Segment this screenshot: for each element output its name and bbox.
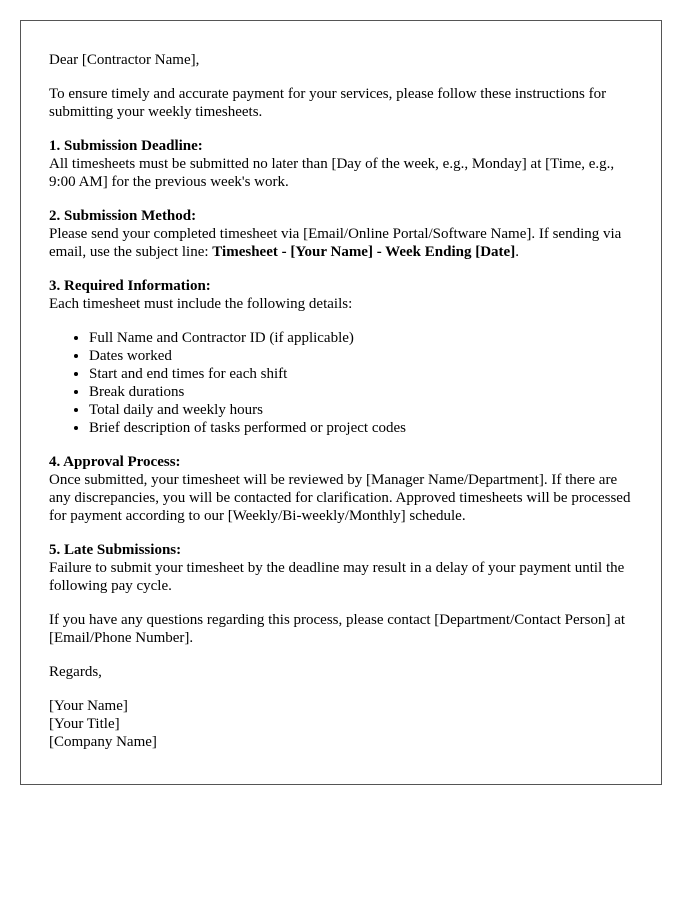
list-item: • Dates worked (89, 347, 633, 365)
greeting: Dear [Contractor Name], (49, 52, 200, 68)
section-approval-process (49, 453, 633, 525)
section-heading: 4. Approval Process: (49, 454, 181, 470)
signature-company: [Company Name] (49, 734, 157, 750)
list-item: • Full Name and Contractor ID (if applicable) (89, 329, 633, 347)
section-heading: 5. Late Submissions: (49, 542, 182, 558)
list-item: • Total daily and weekly hours (89, 401, 633, 419)
section-text: All timesheets must be submitted no later than [Day of the week, e.g., Monday] at [Time, e.g., 9:00 AM] for the previous week's work. (49, 156, 615, 190)
section-text: Each timesheet must include the following details: (49, 296, 353, 312)
required-details-list (49, 329, 633, 437)
section-text-end: . (515, 244, 519, 260)
section-submission-method (49, 207, 633, 261)
section-heading: 1. Submission Deadline: (49, 138, 203, 154)
list-item: • Break durations (89, 383, 633, 401)
section-heading: 3. Required Information: (49, 278, 211, 294)
intro-paragraph: To ensure timely and accurate payment for your services, please follow these instructions for submitting your weekly timesheets. (49, 86, 607, 120)
section-text: Please send your completed timesheet via [Email/Online Portal/Software Name]. If sending via email, use the subject line: (49, 226, 622, 260)
letter-frame (20, 20, 662, 785)
email-subject-line: Timesheet - [Your Name] - Week Ending [Date] (212, 244, 516, 260)
section-late-submissions (49, 541, 633, 595)
section-submission-deadline (49, 137, 633, 191)
list-item: • Start and end times for each shift (89, 365, 633, 383)
signature-name: [Your Name] (49, 698, 128, 714)
section-heading: 2. Submission Method: (49, 208, 197, 224)
list-item: • Brief description of tasks performed or project codes (89, 419, 633, 437)
questions-paragraph: If you have any questions regarding this process, please contact [Department/Contact Person] at [Email/Phone Number]. (49, 612, 626, 646)
signature-block (49, 697, 633, 751)
section-required-information (49, 277, 633, 437)
section-text: Failure to submit your timesheet by the deadline may result in a delay of your payment until the following pay cycle. (49, 560, 625, 594)
section-text: Once submitted, your timesheet will be reviewed by [Manager Name/Department]. If there are any discrepancies, you will be contacted for clarification. Approved timesheets will be processed for payment according to our [Weekly/Bi-weekly/Monthly] schedule. (49, 472, 631, 524)
signature-title: [Your Title] (49, 716, 120, 732)
closing: Regards, (49, 664, 102, 680)
